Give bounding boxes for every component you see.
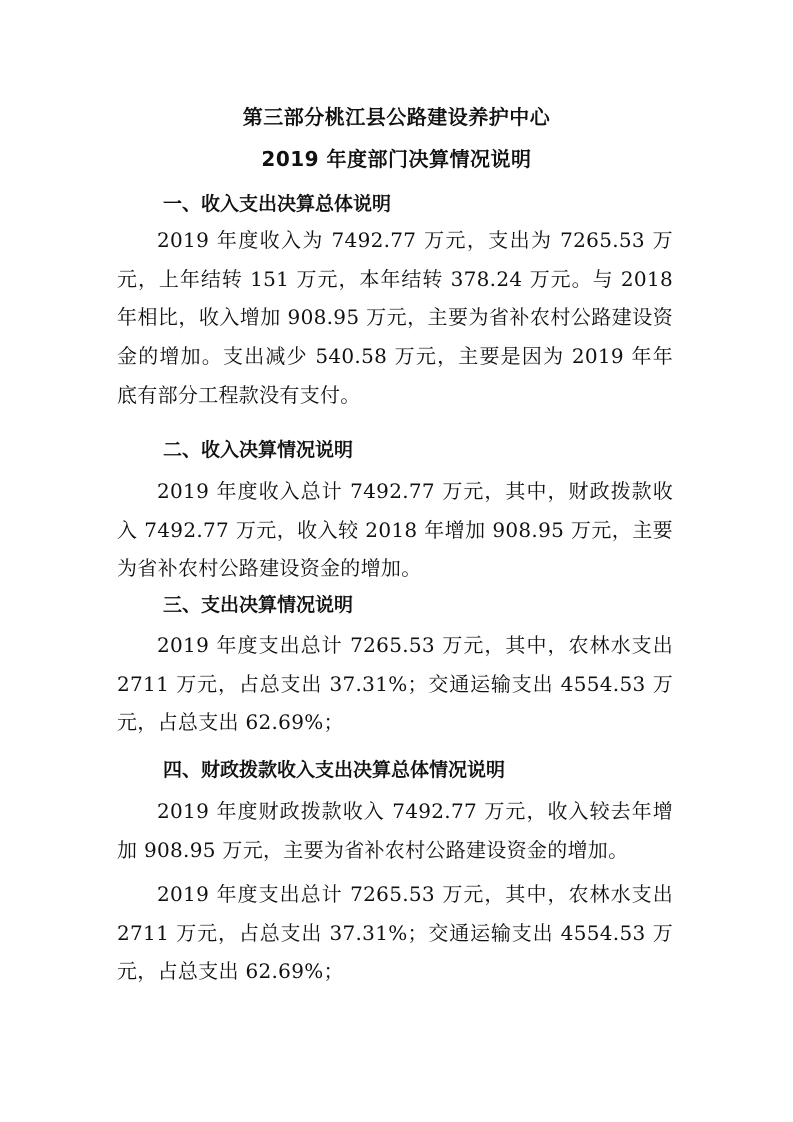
section-heading-3: 三、支出决算情况说明 xyxy=(163,594,354,616)
section-4-paragraph-2: 2019 年度支出总计 7265.53 万元，其中，农林水支出 2711 万元，占总支出 37.31%；交通运输支出 4554.53 万元，占总支出 62.69%； xyxy=(117,882,673,984)
section-heading-4: 四、财政拨款收入支出决算总体情况说明 xyxy=(163,759,506,781)
document-title: 第三部分桃江县公路建设养护中心 xyxy=(242,105,551,129)
section-heading-2: 二、收入决算情况说明 xyxy=(163,439,354,461)
section-2-paragraph-1: 2019 年度收入总计 7492.77 万元，其中，财政拨款收入 7492.77 万元，收入较 2018 年增加 908.95 万元，主要为省补农村公路建设资金的增加。 xyxy=(117,479,673,581)
section-heading-1: 一、收入支出决算总体说明 xyxy=(163,193,392,215)
section-1-paragraph-1: 2019 年度收入为 7492.77 万元，支出为 7265.53 万元，上年结转 151 万元，本年结转 378.24 万元。与 2018 年相比，收入增加 908.95 万元，主要为省补农村公路建设资金的增加。支出减少 540.58 万元，主要是因为 2019 年年底有部分工程款没有支付。 xyxy=(117,228,673,407)
document-subtitle: 2019 年度部门决算情况说明 xyxy=(261,147,532,171)
section-3-paragraph-1: 2019 年度支出总计 7265.53 万元，其中，农林水支出 2711 万元，占总支出 37.31%；交通运输支出 4554.53 万元，占总支出 62.69%； xyxy=(117,633,673,735)
section-4-paragraph-1: 2019 年度财政拨款收入 7492.77 万元，收入较去年增加 908.95 万元，主要为省补农村公路建设资金的增加。 xyxy=(117,799,673,862)
